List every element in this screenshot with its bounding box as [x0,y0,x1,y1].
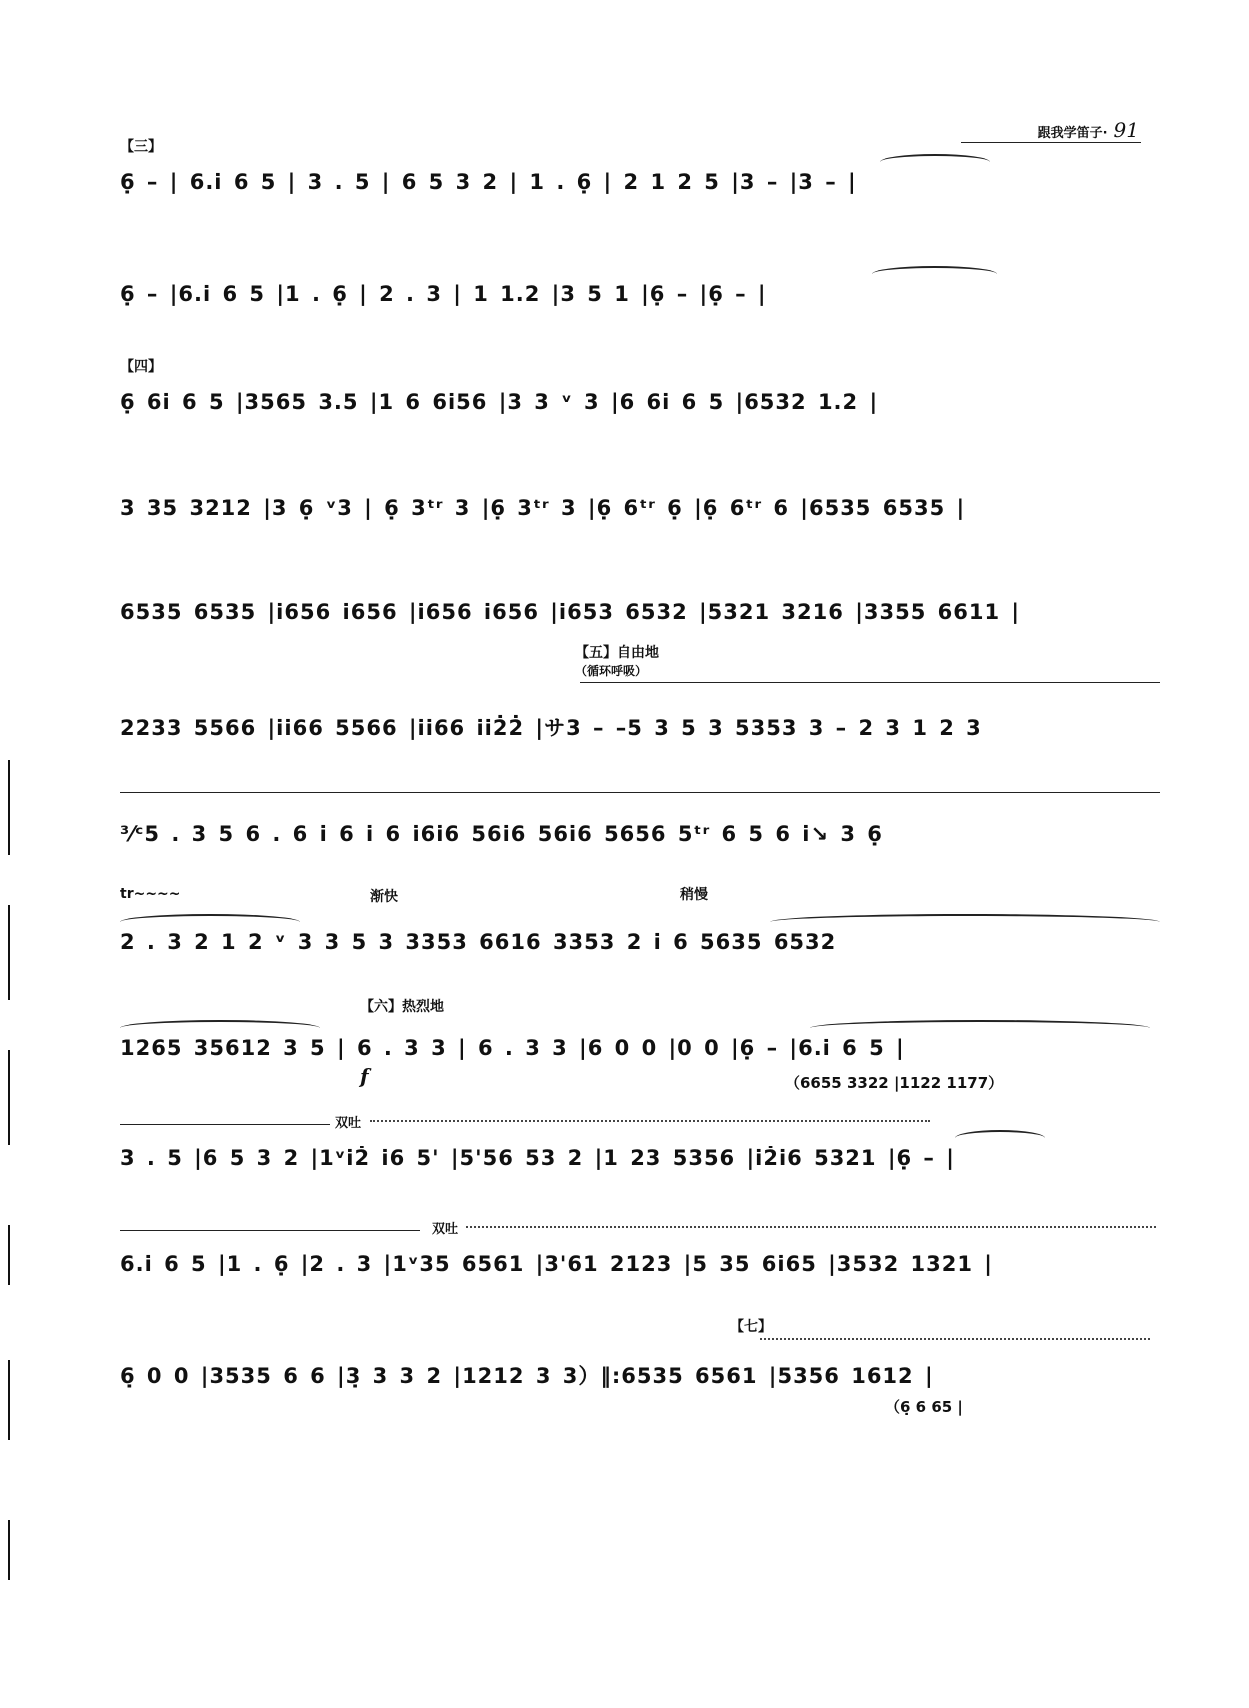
phrase-line [580,682,1160,683]
score-line-4 [120,496,1160,540]
section-label: 【五】自由地 [575,645,659,661]
notation: 6535 6535 |i̇656 i̇656 |i̇656 i̇656 |i̇653 6532 |5321 3216 |3355 6611 | [120,600,1021,624]
slur [880,154,990,170]
notation: 6̣ 0 0 |3535 6 6 |3̣ 3 3 2 |1212 3 3）‖:6535 6561 |5356 1612 | [120,1364,934,1388]
dotted-extension [466,1226,1156,1228]
notation: 6̣ 6i̇ 6 5 |3565 3.5 |1 6 6i̇56 |3 3 ᵛ 3 |6 6i̇ 6 5 |6532 1.2 | [120,390,879,414]
score-line-2 [120,282,1160,326]
breathing-note: （循环呼吸） [575,664,648,678]
slur [120,1020,320,1036]
book-title: 跟我学笛子· [1037,126,1108,141]
phrase-line [120,792,1160,793]
section-label: 【三】 [120,139,162,155]
header-rule [961,142,1141,143]
notation: 1265 35612 3 5 | 6 . 3 3 | 6 . 3 3 |6 0 0 |0 0 |6̣ – |6.i̇ 6 5 | [120,1036,905,1060]
tempo-mark: 渐快 [370,889,398,905]
slur [872,266,997,282]
score-line-3 [120,359,1160,434]
score-line-12 [120,1319,1160,1416]
margin-mark [8,1520,10,1580]
notation: 3 . 5 |6 5 3 2 |1ᵛi̇2̇ i̇6 5' |5'56 53 2 |1 23 5356 |i̇2̇i̇6 5321 |6̣ – | [120,1146,955,1170]
margin-mark [8,760,10,855]
slur [955,1130,1045,1146]
slur [120,914,300,930]
dynamic-mark: f [360,1064,369,1088]
margin-mark [8,905,10,1000]
section-label: 【六】热烈地 [360,999,444,1015]
section-label: 【四】 [120,359,162,375]
notation: 2233 5566 |i̇i̇66 5566 |i̇i̇66 i̇i̇2̇2̇ |サ3 – –5 3 5 3 5353 3 – 2 3 1 2 3 [120,716,982,740]
score-line-5 [120,600,1160,644]
trill-mark: tr~~~~ [120,886,181,902]
score-line-7 [120,822,1160,866]
page-number: 91 [1113,118,1139,142]
phrase-line [120,1230,420,1231]
notation: 3 35 3212 |3 6̣ ᵛ3 | 6̣ 3ᵗʳ 3 |6̣ 3ᵗʳ 3 |6̣ 6ᵗʳ 6̣ |6̣ 6ᵗʳ 6 |6535 6535 | [120,496,966,520]
score-line-9 [120,999,1160,1092]
accompaniment: （6655 3322 |1122 1177） [785,1074,1004,1092]
slur [810,1020,1150,1036]
margin-mark [8,1050,10,1145]
notation: 6̣ – | 6.i̇ 6 5 | 3 . 5 | 6 5 3 2 | 1 . 6̣ | 2 1 2 5 |3 – |3 – | [120,170,857,194]
notation: 6.i̇ 6 5 |1 . 6̣ |2 . 3 |1ᵛ35 6561 |3'61 2123 |5 35 6i̇65 |3532 1321 | [120,1252,993,1276]
notation: 2 . 3 2 1 2 ᵛ 3 3 5 3 3353 6616 3353 2 i̇ 6 5635 6532 [120,930,837,954]
section-label: 【七】 [730,1319,772,1335]
margin-mark [8,1360,10,1440]
page-header [1038,118,1139,142]
score-line-6 [120,645,1160,756]
articulation-mark: 双吐 [432,1222,459,1237]
accompaniment: （6̣ 6 65 | [885,1398,963,1416]
notation: ³⁄ᶜ5 . 3 5 6 . 6 i̇ 6 i̇ 6 i̇6i̇6 56i̇6 56i̇6 5656 5ᵗʳ 6 5 6 i̇↘ 3 6̣ [120,822,883,846]
dotted-extension [760,1338,1150,1340]
slur [770,914,1160,930]
articulation-mark: 双吐 [335,1116,362,1131]
score-line-10 [120,1116,1160,1190]
score-line-8 [120,886,1160,974]
phrase-line [120,1124,330,1125]
margin-mark [8,1225,10,1285]
notation: 6̣ – |6.i̇ 6 5 |1 . 6̣ | 2 . 3 | 1 1.2 |3 5 1 |6̣ – |6̣ – | [120,282,767,306]
score-line-11 [120,1222,1160,1296]
tempo-mark: 稍慢 [680,887,708,903]
dotted-extension [370,1120,930,1122]
score-line-1 [120,139,1160,214]
